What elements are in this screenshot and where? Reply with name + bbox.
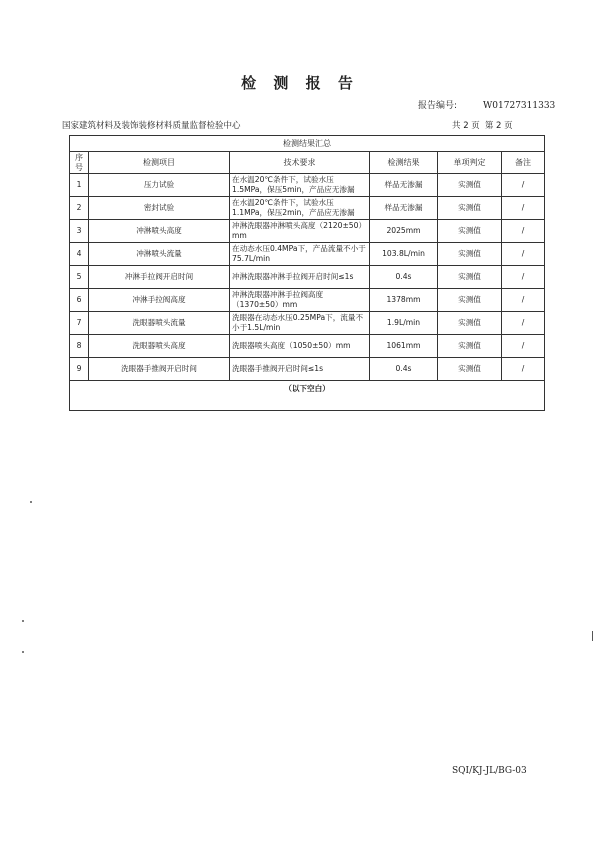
cell-result: 103.8L/min: [370, 243, 438, 266]
column-header-result: 检测结果: [370, 152, 438, 174]
cell-no: 7: [70, 312, 89, 335]
cell-item: 洗眼器喷头高度: [89, 335, 230, 358]
blank-note: [70, 381, 545, 397]
form-code: SQI/KJ-JL/BG-03: [452, 766, 527, 776]
table-row: [70, 289, 545, 312]
cell-no: 8: [70, 335, 89, 358]
cell-no: 5: [70, 266, 89, 289]
page-indicator: [452, 119, 518, 131]
scan-speck: [22, 620, 24, 622]
cell-item: 冲淋手拉阀开启时间: [89, 266, 230, 289]
column-header-item: 检测项目: [89, 152, 230, 174]
column-header-judgement: 单项判定: [438, 152, 502, 174]
cell-result: 1061mm: [370, 335, 438, 358]
report-title: 检 测 报 告: [241, 74, 359, 92]
cell-requirement: 洗眼器手推阀开启时间≤1s: [230, 358, 370, 381]
cell-no: 3: [70, 220, 89, 243]
blank-note-text: （以下空白）: [284, 383, 330, 393]
cell-item: 压力试验: [89, 174, 230, 197]
report-number-label: 报告编号:: [418, 101, 458, 111]
report-number-value: W01727311333: [483, 101, 556, 111]
table-row: [70, 312, 545, 335]
scan-speck: [22, 651, 24, 653]
cell-note: /: [502, 358, 545, 381]
scan-speck: [592, 631, 593, 641]
cell-no: 6: [70, 289, 89, 312]
cell-item: 冲淋喷头高度: [89, 220, 230, 243]
cell-judgement: 实测值: [438, 174, 502, 197]
scan-speck: [30, 501, 32, 503]
column-header-requirement: 技术要求: [230, 152, 370, 174]
cell-result: 样品无渗漏: [370, 174, 438, 197]
cell-judgement: 实测值: [438, 358, 502, 381]
cell-result: 样品无渗漏: [370, 197, 438, 220]
cell-no: 9: [70, 358, 89, 381]
table-row: [70, 358, 545, 381]
cell-judgement: 实测值: [438, 266, 502, 289]
table-caption: 检测结果汇总: [70, 136, 545, 152]
cell-note: /: [502, 197, 545, 220]
cell-no: 2: [70, 197, 89, 220]
cell-item: 冲淋手拉阀高度: [89, 289, 230, 312]
cell-result: 1378mm: [370, 289, 438, 312]
table-row: [70, 197, 545, 220]
cell-result: 0.4s: [370, 358, 438, 381]
cell-judgement: 实测值: [438, 312, 502, 335]
column-header-no: 序号: [70, 152, 89, 174]
cell-requirement: 冲淋洗眼器冲淋喷头高度（2120±50）mm: [230, 220, 370, 243]
cell-result: 0.4s: [370, 266, 438, 289]
cell-note: /: [502, 289, 545, 312]
cell-judgement: 实测值: [438, 335, 502, 358]
page-total: 共 2 页: [452, 121, 480, 131]
cell-item: 冲淋喷头流量: [89, 243, 230, 266]
cell-no: 4: [70, 243, 89, 266]
cell-note: /: [502, 220, 545, 243]
page-current: 第 2 页: [484, 121, 513, 131]
cell-judgement: 实测值: [438, 243, 502, 266]
table-row: [70, 243, 545, 266]
table-row: [70, 266, 545, 289]
cell-item: 洗眼器手推阀开启时间: [89, 358, 230, 381]
cell-no: 1: [70, 174, 89, 197]
table-row: [70, 174, 545, 197]
cell-requirement: 冲淋洗眼器冲淋手拉阀高度（1370±50）mm: [230, 289, 370, 312]
report-number: [418, 98, 555, 111]
organization-name: 国家建筑材料及装饰装修材料质量监督检验中心: [62, 121, 241, 131]
table-row: [70, 335, 545, 358]
cell-item: 密封试验: [89, 197, 230, 220]
cell-judgement: 实测值: [438, 289, 502, 312]
cell-requirement: 在动态水压0.4MPa下，产品流量不小于75.7L/min: [230, 243, 370, 266]
results-table: [69, 135, 545, 411]
cell-note: /: [502, 174, 545, 197]
column-header-note: 备注: [502, 152, 545, 174]
cell-result: 2025mm: [370, 220, 438, 243]
cell-note: /: [502, 312, 545, 335]
cell-requirement: 洗眼器喷头高度（1050±50）mm: [230, 335, 370, 358]
cell-note: /: [502, 243, 545, 266]
cell-item: 洗眼器喷头流量: [89, 312, 230, 335]
cell-requirement: 在水温20℃条件下，试验水压1.5MPa，保压5min，产品应无渗漏: [230, 174, 370, 197]
cell-requirement: 洗眼器在动态水压0.25MPa下，流量不小于1.5L/min: [230, 312, 370, 335]
cell-requirement: 冲淋洗眼器冲淋手拉阀开启时间≤1s: [230, 266, 370, 289]
cell-judgement: 实测值: [438, 220, 502, 243]
blank-area: [70, 396, 545, 411]
cell-note: /: [502, 266, 545, 289]
cell-note: /: [502, 335, 545, 358]
table-row: [70, 220, 545, 243]
cell-judgement: 实测值: [438, 197, 502, 220]
cell-requirement: 在水温20℃条件下，试验水压1.1MPa，保压2min，产品应无渗漏: [230, 197, 370, 220]
cell-result: 1.9L/min: [370, 312, 438, 335]
